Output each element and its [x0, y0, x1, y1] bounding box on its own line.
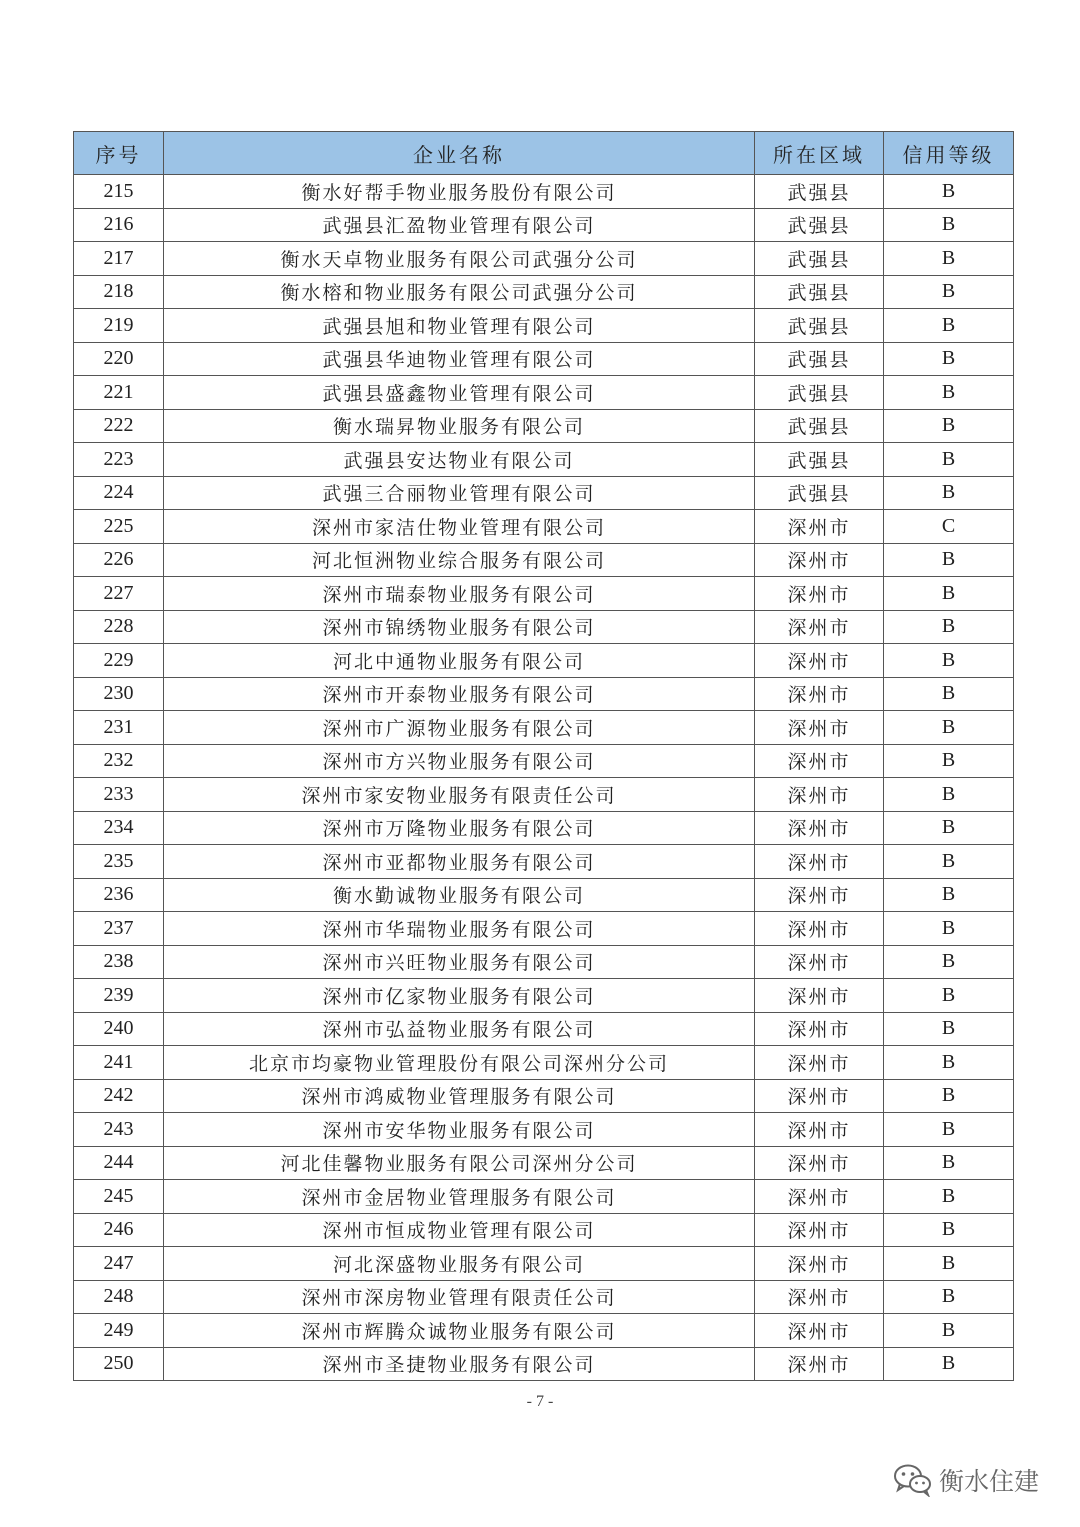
- region-cell: 深州市: [755, 912, 884, 946]
- table-row: [74, 476, 1014, 510]
- company-name-cell: 深州市辉腾众诚物业服务有限公司: [164, 1314, 755, 1348]
- region-cell: 深州市: [755, 1113, 884, 1147]
- table-row: [74, 409, 1014, 443]
- table-row: [74, 543, 1014, 577]
- credit-grade-cell: B: [884, 175, 1014, 209]
- credit-grade-cell: C: [884, 510, 1014, 544]
- region-cell: 深州市: [755, 979, 884, 1013]
- credit-grade-cell: B: [884, 1213, 1014, 1247]
- watermark-text: 衡水住建: [939, 1467, 1040, 1496]
- table-row: [74, 1146, 1014, 1180]
- table-row: [74, 175, 1014, 209]
- table-row: [74, 811, 1014, 845]
- serial-number-cell: 234: [74, 811, 164, 845]
- table-row: [74, 945, 1014, 979]
- serial-number-cell: 231: [74, 711, 164, 745]
- company-name-cell: 深州市金居物业管理服务有限公司: [164, 1180, 755, 1214]
- company-name-cell: 河北佳馨物业服务有限公司深州分公司: [164, 1146, 755, 1180]
- credit-grade-cell: B: [884, 376, 1014, 410]
- region-cell: 深州市: [755, 1314, 884, 1348]
- company-name-cell: 深州市弘益物业服务有限公司: [164, 1012, 755, 1046]
- header-company-name: 企业名称: [164, 132, 755, 175]
- company-name-cell: 衡水天卓物业服务有限公司武强分公司: [164, 242, 755, 276]
- table-row: [74, 644, 1014, 678]
- credit-grade-cell: B: [884, 1079, 1014, 1113]
- company-name-cell: 武强县旭和物业管理有限公司: [164, 309, 755, 343]
- region-cell: 武强县: [755, 342, 884, 376]
- serial-number-cell: 219: [74, 309, 164, 343]
- company-name-cell: 深州市亚都物业服务有限公司: [164, 845, 755, 879]
- credit-grade-cell: B: [884, 309, 1014, 343]
- table-row: [74, 309, 1014, 343]
- table-row: [74, 242, 1014, 276]
- table-row: [74, 711, 1014, 745]
- credit-grade-cell: B: [884, 242, 1014, 276]
- company-name-cell: 深州市安华物业服务有限公司: [164, 1113, 755, 1147]
- table-row: [74, 443, 1014, 477]
- serial-number-cell: 232: [74, 744, 164, 778]
- header-region: 所在区域: [755, 132, 884, 175]
- serial-number-cell: 228: [74, 610, 164, 644]
- serial-number-cell: 236: [74, 878, 164, 912]
- table-row: [74, 1347, 1014, 1381]
- company-name-cell: 深州市家洁仕物业管理有限公司: [164, 510, 755, 544]
- company-name-cell: 武强县安达物业有限公司: [164, 443, 755, 477]
- table-row: [74, 1213, 1014, 1247]
- region-cell: 深州市: [755, 677, 884, 711]
- company-name-cell: 河北中通物业服务有限公司: [164, 644, 755, 678]
- region-cell: 深州市: [755, 1347, 884, 1381]
- table-row: [74, 275, 1014, 309]
- company-name-cell: 北京市均豪物业管理股份有限公司深州分公司: [164, 1046, 755, 1080]
- serial-number-cell: 244: [74, 1146, 164, 1180]
- serial-number-cell: 250: [74, 1347, 164, 1381]
- company-name-cell: 深州市方兴物业服务有限公司: [164, 744, 755, 778]
- serial-number-cell: 238: [74, 945, 164, 979]
- region-cell: 武强县: [755, 242, 884, 276]
- table-row: [74, 1113, 1014, 1147]
- credit-grade-cell: B: [884, 1146, 1014, 1180]
- company-name-cell: 武强县汇盈物业管理有限公司: [164, 208, 755, 242]
- company-name-cell: 深州市瑞泰物业服务有限公司: [164, 577, 755, 611]
- credit-grade-cell: B: [884, 1280, 1014, 1314]
- serial-number-cell: 230: [74, 677, 164, 711]
- company-name-cell: 深州市恒成物业管理有限公司: [164, 1213, 755, 1247]
- region-cell: 武强县: [755, 376, 884, 410]
- table-row: [74, 610, 1014, 644]
- credit-grade-cell: B: [884, 577, 1014, 611]
- serial-number-cell: 216: [74, 208, 164, 242]
- company-name-cell: 河北恒洲物业综合服务有限公司: [164, 543, 755, 577]
- header-credit-grade: 信用等级: [884, 132, 1014, 175]
- serial-number-cell: 220: [74, 342, 164, 376]
- credit-grade-cell: B: [884, 443, 1014, 477]
- region-cell: 深州市: [755, 510, 884, 544]
- credit-grade-cell: B: [884, 811, 1014, 845]
- credit-grade-cell: B: [884, 778, 1014, 812]
- company-name-cell: 深州市锦绣物业服务有限公司: [164, 610, 755, 644]
- table-row: [74, 208, 1014, 242]
- table-row: [74, 1280, 1014, 1314]
- watermark: [893, 1462, 1039, 1498]
- region-cell: 深州市: [755, 1079, 884, 1113]
- company-name-cell: 深州市华瑞物业服务有限公司: [164, 912, 755, 946]
- table-row: [74, 510, 1014, 544]
- region-cell: 武强县: [755, 476, 884, 510]
- region-cell: 深州市: [755, 945, 884, 979]
- serial-number-cell: 221: [74, 376, 164, 410]
- region-cell: 武强县: [755, 409, 884, 443]
- serial-number-cell: 249: [74, 1314, 164, 1348]
- credit-grade-cell: B: [884, 845, 1014, 879]
- company-name-cell: 衡水榕和物业服务有限公司武强分公司: [164, 275, 755, 309]
- region-cell: 深州市: [755, 878, 884, 912]
- table-row: [74, 1180, 1014, 1214]
- credit-grade-cell: B: [884, 677, 1014, 711]
- region-cell: 武强县: [755, 275, 884, 309]
- company-name-cell: 深州市深房物业管理有限责任公司: [164, 1280, 755, 1314]
- region-cell: 武强县: [755, 309, 884, 343]
- serial-number-cell: 223: [74, 443, 164, 477]
- region-cell: 深州市: [755, 543, 884, 577]
- company-name-cell: 武强县盛鑫物业管理有限公司: [164, 376, 755, 410]
- credit-grade-cell: B: [884, 878, 1014, 912]
- table-row: [74, 1079, 1014, 1113]
- region-cell: 深州市: [755, 577, 884, 611]
- region-cell: 深州市: [755, 1247, 884, 1281]
- region-cell: 深州市: [755, 1280, 884, 1314]
- credit-grade-cell: B: [884, 275, 1014, 309]
- credit-grade-cell: B: [884, 1347, 1014, 1381]
- company-name-cell: 衡水勤诚物业服务有限公司: [164, 878, 755, 912]
- serial-number-cell: 248: [74, 1280, 164, 1314]
- table-row: [74, 1314, 1014, 1348]
- credit-grade-cell: B: [884, 1113, 1014, 1147]
- table-body: [74, 175, 1014, 1381]
- region-cell: 武强县: [755, 443, 884, 477]
- serial-number-cell: 247: [74, 1247, 164, 1281]
- company-name-cell: 深州市圣捷物业服务有限公司: [164, 1347, 755, 1381]
- table-row: [74, 878, 1014, 912]
- company-name-cell: 深州市家安物业服务有限责任公司: [164, 778, 755, 812]
- region-cell: 深州市: [755, 845, 884, 879]
- company-name-cell: 武强县华迪物业管理有限公司: [164, 342, 755, 376]
- region-cell: 深州市: [755, 610, 884, 644]
- company-name-cell: 衡水好帮手物业服务股份有限公司: [164, 175, 755, 209]
- credit-grade-cell: B: [884, 945, 1014, 979]
- serial-number-cell: 246: [74, 1213, 164, 1247]
- table-row: [74, 1012, 1014, 1046]
- region-cell: 深州市: [755, 778, 884, 812]
- table-row: [74, 778, 1014, 812]
- table-row: [74, 1046, 1014, 1080]
- company-name-cell: 深州市万隆物业服务有限公司: [164, 811, 755, 845]
- serial-number-cell: 225: [74, 510, 164, 544]
- serial-number-cell: 235: [74, 845, 164, 879]
- serial-number-cell: 226: [74, 543, 164, 577]
- page-number: - 7 -: [526, 1393, 554, 1410]
- table-row: [74, 677, 1014, 711]
- credit-grade-cell: B: [884, 610, 1014, 644]
- region-cell: 深州市: [755, 1146, 884, 1180]
- serial-number-cell: 224: [74, 476, 164, 510]
- serial-number-cell: 222: [74, 409, 164, 443]
- credit-grade-cell: B: [884, 1314, 1014, 1348]
- credit-grade-cell: B: [884, 543, 1014, 577]
- credit-grade-cell: B: [884, 409, 1014, 443]
- credit-grade-cell: B: [884, 711, 1014, 745]
- company-name-cell: 深州市鸿威物业管理服务有限公司: [164, 1079, 755, 1113]
- serial-number-cell: 237: [74, 912, 164, 946]
- serial-number-cell: 227: [74, 577, 164, 611]
- serial-number-cell: 233: [74, 778, 164, 812]
- credit-grade-cell: B: [884, 979, 1014, 1013]
- region-cell: 深州市: [755, 811, 884, 845]
- company-name-cell: 武强三合丽物业管理有限公司: [164, 476, 755, 510]
- serial-number-cell: 239: [74, 979, 164, 1013]
- company-name-cell: 深州市开泰物业服务有限公司: [164, 677, 755, 711]
- region-cell: 深州市: [755, 1180, 884, 1214]
- table-row: [74, 979, 1014, 1013]
- credit-rating-table: [73, 131, 1014, 1381]
- credit-grade-cell: B: [884, 208, 1014, 242]
- serial-number-cell: 218: [74, 275, 164, 309]
- header-serial-number: 序号: [74, 132, 164, 175]
- table-row: [74, 342, 1014, 376]
- table-row: [74, 1247, 1014, 1281]
- region-cell: 深州市: [755, 744, 884, 778]
- table-row: [74, 577, 1014, 611]
- serial-number-cell: 241: [74, 1046, 164, 1080]
- serial-number-cell: 229: [74, 644, 164, 678]
- region-cell: 深州市: [755, 1046, 884, 1080]
- company-name-cell: 深州市兴旺物业服务有限公司: [164, 945, 755, 979]
- credit-grade-cell: B: [884, 744, 1014, 778]
- company-name-cell: 衡水瑞昇物业服务有限公司: [164, 409, 755, 443]
- credit-grade-cell: B: [884, 1180, 1014, 1214]
- table-row: [74, 744, 1014, 778]
- credit-grade-cell: B: [884, 1046, 1014, 1080]
- credit-grade-cell: B: [884, 912, 1014, 946]
- region-cell: 武强县: [755, 175, 884, 209]
- company-name-cell: 深州市亿家物业服务有限公司: [164, 979, 755, 1013]
- serial-number-cell: 242: [74, 1079, 164, 1113]
- credit-grade-cell: B: [884, 1012, 1014, 1046]
- credit-grade-cell: B: [884, 644, 1014, 678]
- region-cell: 深州市: [755, 1213, 884, 1247]
- credit-grade-cell: B: [884, 476, 1014, 510]
- company-name-cell: 深州市广源物业服务有限公司: [164, 711, 755, 745]
- serial-number-cell: 215: [74, 175, 164, 209]
- company-name-cell: 河北深盛物业服务有限公司: [164, 1247, 755, 1281]
- region-cell: 深州市: [755, 644, 884, 678]
- credit-grade-cell: B: [884, 342, 1014, 376]
- region-cell: 深州市: [755, 1012, 884, 1046]
- serial-number-cell: 245: [74, 1180, 164, 1214]
- table-row: [74, 845, 1014, 879]
- serial-number-cell: 240: [74, 1012, 164, 1046]
- table-header-row: [74, 132, 1014, 175]
- serial-number-cell: 217: [74, 242, 164, 276]
- credit-grade-cell: B: [884, 1247, 1014, 1281]
- table-row: [74, 376, 1014, 410]
- region-cell: 武强县: [755, 208, 884, 242]
- wechat-icon: [893, 1463, 933, 1497]
- table-row: [74, 912, 1014, 946]
- serial-number-cell: 243: [74, 1113, 164, 1147]
- region-cell: 深州市: [755, 711, 884, 745]
